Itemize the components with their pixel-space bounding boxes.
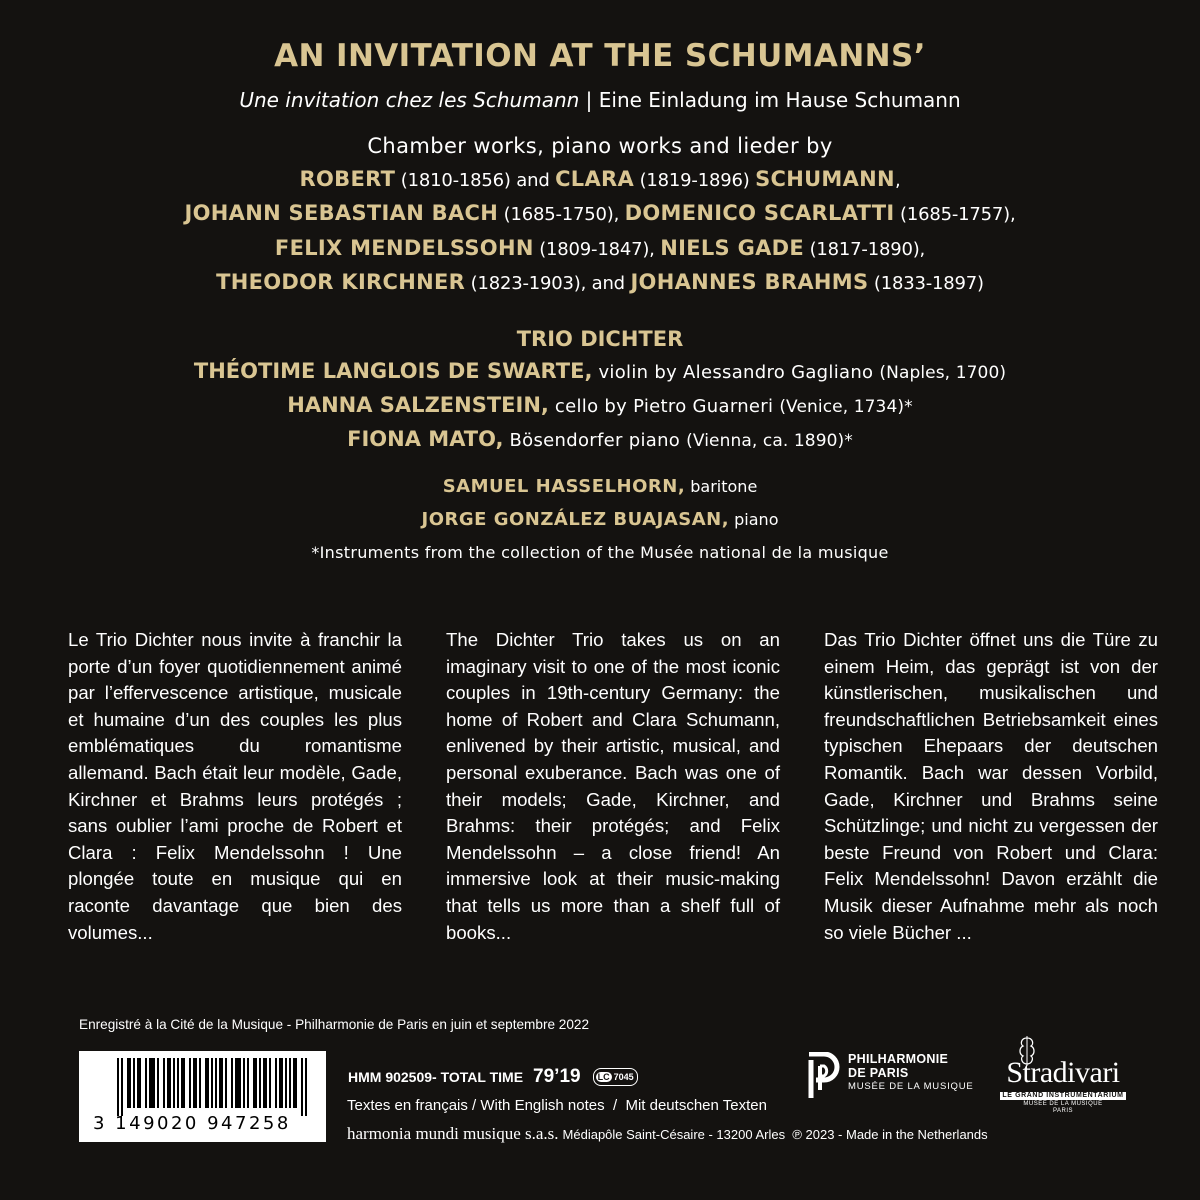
- stradivari-sub-1: MUSÉE DE LA MUSIQUE: [1023, 1101, 1103, 1107]
- philharmonie-line-3: MUSÉE DE LA MUSIQUE: [848, 1081, 974, 1092]
- lc-number: 7045: [613, 1072, 634, 1082]
- composer-name: THEODOR KIRCHNER: [216, 270, 466, 294]
- performers-block: [0, 323, 1200, 457]
- composer-connector: and: [591, 273, 631, 294]
- stradivari-band: LE GRAND INSTRUMENTARIUM: [1000, 1092, 1126, 1100]
- guest-line: [0, 470, 1200, 503]
- performer-instrument-detail: (Vienna, ca. 1890)*: [686, 431, 853, 451]
- subtitle-german: Eine Einladung im Hause Schumann: [598, 88, 961, 112]
- philharmonie-line-2: DE PARIS: [848, 1066, 909, 1080]
- performer-name: HANNA SALZENSTEIN,: [287, 393, 549, 417]
- performer-line: [0, 389, 1200, 423]
- stradivari-subtitle: [998, 1101, 1128, 1115]
- publisher-name: harmonia mundi musique s.a.s.: [347, 1124, 559, 1143]
- composer-dates: (1685-1750),: [498, 204, 625, 225]
- composers-line-4: [0, 266, 1200, 301]
- composers-line-3: [0, 232, 1200, 267]
- description-english: The Dichter Trio takes us on an imaginary visit to one of the most iconic couples in 19th-century Germany: the home of Robert and Clara Schumann, enlivened by their artistic, musical, and personal exuberance. Bach was one of their models; Gade, Kirchner, and Brahms: their protégés; and Felix Mendelssohn – a close friend! An immersive look at their music-making that tells us more than a shelf full of books...: [446, 629, 780, 943]
- total-time-value: 79’19: [533, 1066, 581, 1087]
- philharmonie-p-icon: [806, 1052, 840, 1100]
- guest-name: SAMUEL HASSELHORN,: [442, 476, 686, 497]
- performer-instrument-detail: (Naples, 1700): [879, 363, 1007, 383]
- composers-intro: Chamber works, piano works and lieder by: [367, 134, 833, 158]
- notes-languages: Textes en français / With English notes / Mit deutschen Texten: [347, 1097, 767, 1114]
- subtitle-french: Une invitation chez les Schumann: [239, 88, 580, 112]
- guest-artists-block: [0, 470, 1200, 536]
- barcode-number: 3 149020 947258: [93, 1113, 291, 1134]
- performer-instrument: violin by Alessandro Gagliano: [592, 362, 880, 383]
- composers-line-1: [0, 163, 1200, 198]
- composer-dates: ,: [894, 169, 901, 191]
- album-title: AN INVITATION AT THE SCHUMANNS’: [274, 38, 926, 74]
- composer-dates: (1685-1757),: [894, 204, 1016, 225]
- performer-instrument-detail: (Venice, 1734)*: [779, 397, 913, 417]
- performer-line: [0, 355, 1200, 389]
- performer-instrument: Bösendorfer piano: [503, 430, 687, 451]
- composer-name: ROBERT: [299, 166, 396, 191]
- guest-instrument: baritone: [685, 477, 758, 496]
- guest-instrument: piano: [729, 510, 779, 529]
- subtitle-separator: |: [579, 88, 599, 112]
- philharmonie-line-1: PHILHARMONIE: [848, 1052, 949, 1066]
- composer-name: CLARA: [555, 166, 635, 191]
- composer-dates: (1810-1856): [395, 169, 517, 191]
- composer-dates: (1833-1897): [868, 273, 984, 294]
- performer-instrument: cello by Pietro Guarneri: [548, 396, 780, 417]
- composer-name: JOHANNES BRAHMS: [630, 270, 869, 294]
- guest-name: JORGE GONZÁLEZ BUAJASAN,: [421, 509, 730, 530]
- composers-line-2: [0, 197, 1200, 232]
- composer-name: FELIX MENDELSSOHN: [274, 235, 534, 260]
- description-german: Das Trio Dichter öffnet uns die Türe zu einem Heim, das geprägt ist von der künstlerischen, musikalischen und freundschaftlichen Betriebsamkeit eines typischen Ehepaars der deutschen Romantik. Bach war dessen Vorbild, Gade, Kirchner und Brahms seine Schützlinge; und nicht zu vergessen der beste Freund von Robert und Clara: Felix Mendelssohn! Davon erzählt die Musik dieser Aufnahme mehr als noch so viele Bücher ...: [824, 629, 1158, 943]
- performer-line: [0, 423, 1200, 457]
- barcode-bars-icon: [117, 1058, 315, 1116]
- total-time-label: - TOTAL TIME: [432, 1069, 524, 1085]
- label-code-icon: [593, 1068, 638, 1086]
- stradivari-wordmark: Stradivari: [1006, 1056, 1120, 1089]
- composer-connector: and: [516, 169, 556, 191]
- barcode: [79, 1051, 326, 1142]
- composer-dates: (1819-1896): [634, 169, 756, 191]
- lc-label: LC: [597, 1072, 610, 1082]
- stradivari-logo: [998, 1036, 1128, 1116]
- philharmonie-text: [848, 1052, 974, 1094]
- composer-dates: (1823-1903),: [465, 273, 592, 294]
- composer-name: NIELS GADE: [660, 235, 805, 260]
- ensemble-name: TRIO DICHTER: [516, 327, 684, 351]
- performer-name: FIONA MATO,: [347, 427, 504, 451]
- catalog-number: HMM 902509: [348, 1069, 433, 1085]
- composer-name: JOHANN SEBASTIAN BACH: [184, 201, 499, 225]
- composer-dates: (1817-1890),: [804, 238, 926, 260]
- instruments-footnote: *Instruments from the collection of the Musée national de la musique: [311, 543, 889, 562]
- composer-name: SCHUMANN: [755, 166, 895, 191]
- performer-name: THÉOTIME LANGLOIS DE SWARTE,: [193, 359, 593, 383]
- guest-line: [0, 503, 1200, 536]
- composers-block: [0, 130, 1200, 301]
- description-french: Le Trio Dichter nous invite à franchir la porte d’un foyer quotidiennement animé par l’effervescence artistique, musicale et humaine d’un des couples les plus emblématiques du romantisme allemand. Bach était leur modèle, Gade, Kirchner et Brahms leurs protégés ; sans oublier l’ami proche de Robert et Clara : Felix Mendelssohn ! Une plongée toute en musique qui en raconte davantage que bien des volumes...: [68, 629, 402, 943]
- composer-name: DOMENICO SCARLATTI: [624, 201, 895, 225]
- stradivari-sub-2: PARIS: [1052, 1108, 1074, 1114]
- catalog-line: [348, 1066, 638, 1088]
- album-subtitle: [0, 88, 1200, 112]
- composer-dates: (1809-1847),: [533, 238, 661, 260]
- recording-info: Enregistré à la Cité de la Musique - Philharmonie de Paris en juin et septembre 2022: [79, 1017, 590, 1032]
- publisher-line: [347, 1124, 988, 1144]
- philharmonie-logo: [806, 1052, 974, 1100]
- barcode-bar: [305, 1058, 307, 1116]
- publisher-address: Médiapôle Saint-Césaire - 13200 Arles ℗ 2023 - Made in the Netherlands: [562, 1127, 988, 1142]
